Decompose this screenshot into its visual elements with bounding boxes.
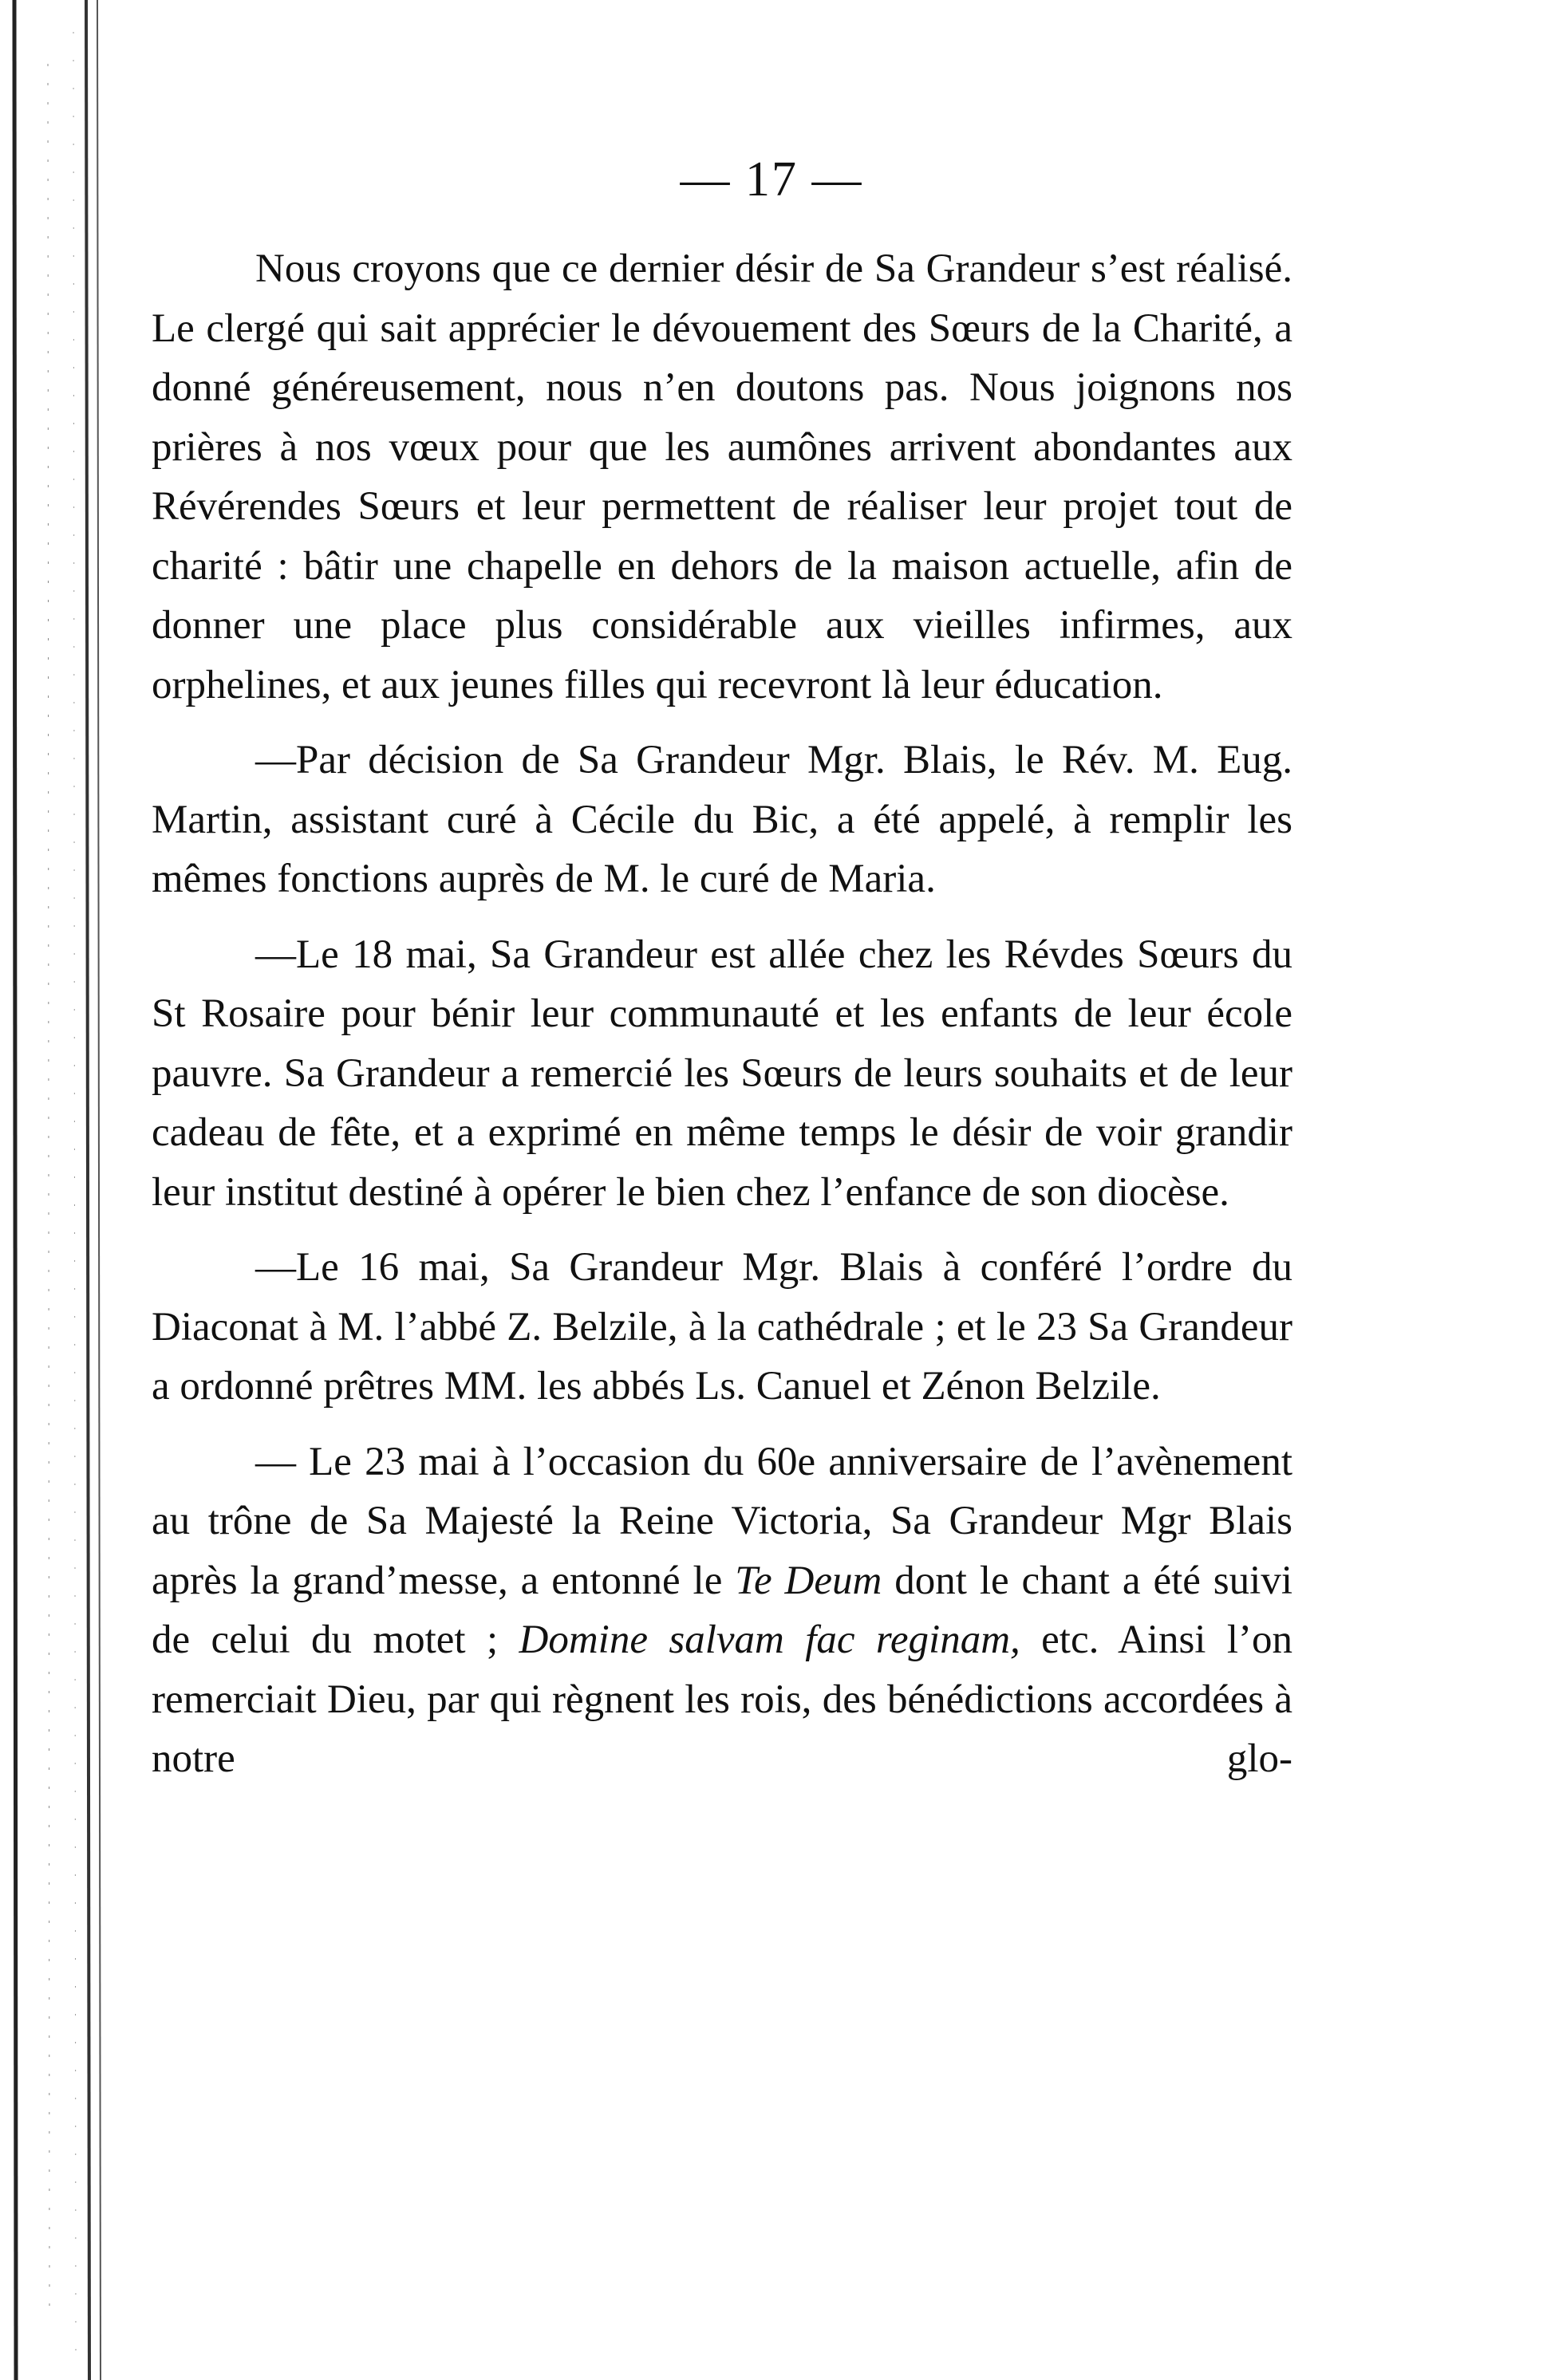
page-number: — 17 — — [680, 152, 863, 207]
book-binding-edge — [0, 0, 140, 2380]
paragraph-16-mai-diaconat: —Le 16 mai, Sa Grandeur Mgr. Blais à conféré l’ordre du Diaconat à M. l’abbé Z. Belzile, à la cathédrale ; et le 23 Sa Grandeur a ordonné prêtres MM. les abbés Ls. Canuel et Zénon Belzile. — [152, 1245, 1292, 1409]
paragraph-23-mai-victoria — [152, 1432, 1292, 1789]
paragraph-soeurs-charite: Nous croyons que ce dernier désir de Sa Grandeur s’est réalisé. Le clergé qui sait apprécier le dévouement des Sœurs de la Charité, a donné généreusement, nous n’en doutons pas. Nous joignons nos prières à nos vœux pour que les aumônes arrivent abondantes aux Révérendes Sœurs et leur permettent de réaliser leur projet tout de charité : bâtir une chapelle en dehors de la maison actuelle, afin de donner une place plus considérable aux vieilles infirmes, aux orphelines, et aux jeunes filles qui recevront là leur éducation. — [152, 246, 1292, 707]
paragraph-18-mai-rosaire: —Le 18 mai, Sa Grandeur est allée chez les Révdes Sœurs du St Rosaire pour bénir leur communauté et les enfants de leur école pauvre. Sa Grandeur a remercié les Sœurs de leurs souhaits et de leur cadeau de fête, et a exprimé en même temps le désir de voir grandir leur institut destiné à opérer le bien chez l’enfance de son diocèse. — [152, 932, 1292, 1215]
paragraph-decision-martin: —Par décision de Sa Grandeur Mgr. Blais, le Rév. M. Eug. Martin, assistant curé à Cécile du Bic, a été appelé, à remplir les mêmes fonctions auprès de M. le curé de Maria. — [152, 738, 1292, 901]
motet-title: Domine salvam fac reginam, — [519, 1618, 1020, 1662]
body-text — [152, 239, 1292, 1805]
text-before-motet: dont le chant a été suivi de celui du motet ; — [152, 1558, 1292, 1662]
te-deum-title: Te Deum — [735, 1558, 882, 1603]
text-before-te-deum: — Le 23 mai à l’occasion du 60e anniversaire de l’avènement au trône de Sa Majesté la Reine Victoria, Sa Grandeur Mgr Blais après la grand’messe, a entonné le — [152, 1439, 1292, 1603]
text-after-motet: etc. Ainsi l’on remerciait Dieu, par qui règnent les rois, des bénédictions accordées à notre glo- — [152, 1618, 1292, 1781]
